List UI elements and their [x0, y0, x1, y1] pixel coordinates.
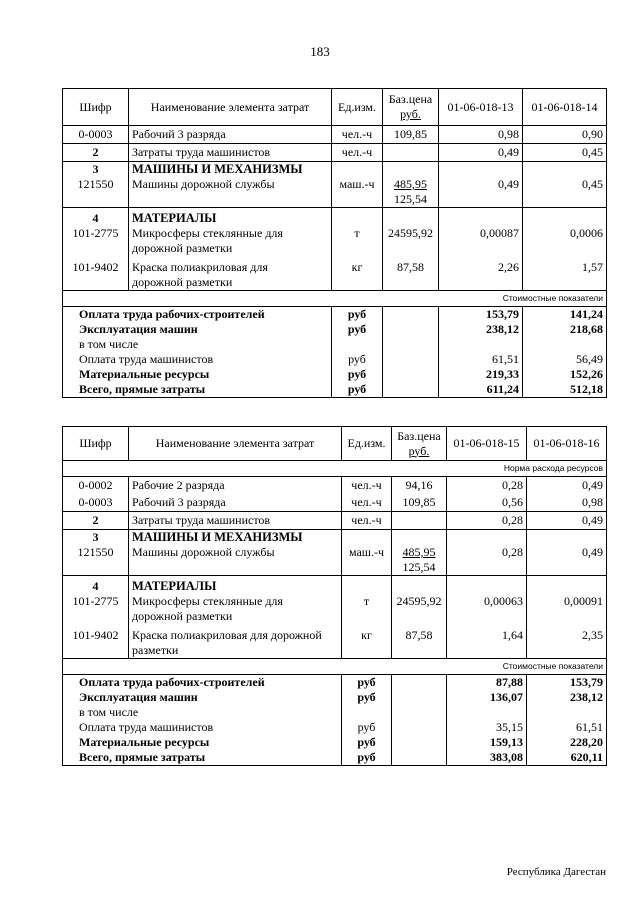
- summary-value-1: 153,79: [439, 307, 523, 323]
- table-header: [63, 89, 607, 126]
- summary-label: Эксплуатация машин: [63, 690, 342, 705]
- row-code: 101-9402: [63, 624, 129, 659]
- row-name-line1: Краска полиакриловая для: [132, 260, 268, 274]
- table-row: [63, 126, 607, 144]
- summary-value-1: 136,07: [447, 690, 527, 705]
- row-value-2: 0,0006: [523, 226, 607, 256]
- summary-value-1: 35,15: [447, 720, 527, 735]
- row-value-1: 0,00063: [447, 594, 527, 624]
- table-row: [63, 256, 607, 291]
- row-price: 94,16: [392, 477, 447, 495]
- header-price-line2: руб.: [408, 443, 430, 458]
- row-unit: т: [342, 594, 392, 624]
- indicators-label: Стоимостные показатели: [63, 291, 607, 307]
- summary-label: Оплата труда рабочих-строителей: [63, 675, 342, 691]
- row-value-2: 0,00091: [527, 594, 607, 624]
- header-col1: 01-06-018-15: [447, 427, 527, 461]
- row-name: [129, 594, 342, 624]
- price-top: 485,95: [394, 177, 427, 191]
- row-code: 0-0003: [63, 494, 129, 512]
- row-code: 2: [63, 144, 129, 162]
- row-price: [392, 545, 447, 576]
- row-name-line2: разметки: [132, 643, 179, 657]
- table-row: [63, 594, 607, 624]
- row-name-line2: дорожной разметки: [132, 609, 233, 623]
- summary-label: Эксплуатация машин: [63, 322, 332, 337]
- table-row: [63, 208, 607, 227]
- row-value-1: 0,49: [439, 177, 523, 208]
- summary-label: в том числе: [63, 705, 342, 720]
- summary-unit: руб: [332, 382, 383, 398]
- summary-value-2: 141,24: [523, 307, 607, 323]
- summary-value-1: 219,33: [439, 367, 523, 382]
- summary-unit: руб: [332, 367, 383, 382]
- header-col2: 01-06-018-14: [523, 89, 607, 126]
- summary-value-1: 159,13: [447, 735, 527, 750]
- summary-value-2: 512,18: [523, 382, 607, 398]
- row-value-1: 0,49: [439, 144, 523, 162]
- row-name: Затраты труда машинистов: [129, 144, 332, 162]
- summary-value-2: 218,68: [523, 322, 607, 337]
- summary-unit: руб: [342, 750, 392, 766]
- row-value-2: 0,49: [527, 545, 607, 576]
- page-number: 183: [310, 44, 330, 59]
- table-row: [63, 530, 607, 546]
- section-code: 3: [63, 530, 129, 546]
- summary-label: в том числе: [63, 337, 332, 352]
- summary-unit: руб: [332, 322, 383, 337]
- row-price: [383, 177, 439, 208]
- row-value-1: 0,00087: [439, 226, 523, 256]
- row-name-line1: Микросферы стеклянные для: [132, 594, 283, 608]
- section-title: МАТЕРИАЛЫ: [129, 208, 332, 227]
- summary-label: Оплата труда рабочих-строителей: [63, 307, 332, 323]
- row-value-1: 0,28: [447, 512, 527, 530]
- header-col2: 01-06-018-16: [527, 427, 607, 461]
- row-value-2: 0,45: [523, 177, 607, 208]
- price-top: 485,95: [402, 545, 436, 559]
- header-price-line1: Баз.цена: [388, 92, 433, 106]
- header-unit: Ед.изм.: [332, 89, 383, 126]
- row-unit: чел.-ч: [332, 144, 383, 162]
- summary-row: [63, 307, 607, 323]
- table-row: [63, 545, 607, 576]
- summary-label: Оплата труда машинистов: [63, 352, 332, 367]
- section-code: 4: [63, 208, 129, 227]
- row-code: 101-9402: [63, 256, 129, 291]
- summary-unit: руб: [342, 690, 392, 705]
- row-code: 121550: [63, 545, 129, 576]
- row-price: 109,85: [383, 126, 439, 144]
- row-price: 24595,92: [383, 226, 439, 256]
- row-unit: т: [332, 226, 383, 256]
- section-title: МАТЕРИАЛЫ: [129, 576, 342, 595]
- summary-value-2: 152,26: [523, 367, 607, 382]
- summary-value-2: 620,11: [527, 750, 607, 766]
- header-price-line2: руб.: [400, 107, 421, 121]
- summary-row: [63, 367, 607, 382]
- row-name-line1: Краска полиакриловая для дорожной: [132, 628, 322, 642]
- row-price: 24595,92: [392, 594, 447, 624]
- row-unit: кг: [342, 624, 392, 659]
- summary-row: [63, 352, 607, 367]
- row-code: 101-2775: [63, 594, 129, 624]
- table-row: [63, 226, 607, 256]
- summary-value-2: 61,51: [527, 720, 607, 735]
- summary-value-1: 611,24: [439, 382, 523, 398]
- summary-value-1: 383,08: [447, 750, 527, 766]
- indicators-label: Стоимостные показатели: [63, 659, 607, 675]
- summary-value-2: 153,79: [527, 675, 607, 691]
- row-code: 0-0002: [63, 477, 129, 495]
- row-value-2: 2,35: [527, 624, 607, 659]
- section-code: 3: [63, 162, 129, 178]
- row-name-line1: Микросферы стеклянные для: [132, 226, 283, 240]
- table-row: [63, 624, 607, 659]
- row-value-2: 0,45: [523, 144, 607, 162]
- row-name: [129, 256, 332, 291]
- summary-label: Оплата труда машинистов: [63, 720, 342, 735]
- row-value-1: 0,28: [447, 477, 527, 495]
- row-value-2: 0,49: [527, 512, 607, 530]
- row-unit: чел.-ч: [342, 477, 392, 495]
- header-code: Шифр: [63, 427, 129, 461]
- row-value-1: 0,28: [447, 545, 527, 576]
- row-code: 2: [63, 512, 129, 530]
- row-unit: маш.-ч: [332, 177, 383, 208]
- summary-value-1: 238,12: [439, 322, 523, 337]
- summary-value-2: 56,49: [523, 352, 607, 367]
- summary-row: [63, 337, 607, 352]
- row-unit: чел.-ч: [342, 512, 392, 530]
- indicators-row: [63, 291, 607, 307]
- price-bottom: 125,54: [402, 560, 436, 574]
- row-name: Рабочий 3 разряда: [129, 126, 332, 144]
- section-code: 4: [63, 576, 129, 595]
- row-price: [383, 144, 439, 162]
- table-row: [63, 576, 607, 595]
- summary-unit: руб: [342, 735, 392, 750]
- row-value-1: 0,56: [447, 494, 527, 512]
- row-name: [129, 624, 342, 659]
- summary-row: [63, 322, 607, 337]
- table-header: [63, 427, 607, 461]
- row-code: 121550: [63, 177, 129, 208]
- summary-label: Всего, прямые затраты: [63, 750, 342, 766]
- row-name: Рабочий 3 разряда: [129, 494, 342, 512]
- row-name-line2: дорожной разметки: [132, 275, 233, 289]
- row-price: 87,58: [392, 624, 447, 659]
- table-row: [63, 162, 607, 178]
- table-row: [63, 512, 607, 530]
- summary-unit: руб: [332, 307, 383, 323]
- row-unit: маш.-ч: [342, 545, 392, 576]
- summary-row: [63, 735, 607, 750]
- section-title: МАШИНЫ И МЕХАНИЗМЫ: [129, 530, 342, 546]
- summary-label: Материальные ресурсы: [63, 735, 342, 750]
- indicators-row: [63, 659, 607, 675]
- row-code: 0-0003: [63, 126, 129, 144]
- header-name: Наименование элемента затрат: [129, 89, 332, 126]
- cost-table-1: [62, 88, 607, 398]
- summary-unit: руб: [342, 720, 392, 735]
- row-value-1: 0,98: [439, 126, 523, 144]
- row-name: Машины дорожной службы: [129, 177, 332, 208]
- row-price: [392, 512, 447, 530]
- header-name: Наименование элемента затрат: [129, 427, 342, 461]
- header-unit: Ед.изм.: [342, 427, 392, 461]
- row-unit: чел.-ч: [342, 494, 392, 512]
- header-price: [392, 427, 447, 461]
- row-name: [129, 226, 332, 256]
- summary-row: [63, 690, 607, 705]
- header-col1: 01-06-018-13: [439, 89, 523, 126]
- row-code: 101-2775: [63, 226, 129, 256]
- cost-table-2: [62, 426, 607, 766]
- row-value-2: 0,98: [527, 494, 607, 512]
- row-unit: чел.-ч: [332, 126, 383, 144]
- row-value-2: 0,49: [527, 477, 607, 495]
- row-value-1: 2,26: [439, 256, 523, 291]
- section-title: МАШИНЫ И МЕХАНИЗМЫ: [129, 162, 332, 178]
- header-price-line1: Баз.цена: [397, 428, 441, 443]
- summary-value-1: 61,51: [439, 352, 523, 367]
- summary-row: [63, 675, 607, 691]
- header-price: [383, 89, 439, 126]
- table-row: [63, 177, 607, 208]
- summary-row: [63, 382, 607, 398]
- summary-label: Всего, прямые затраты: [63, 382, 332, 398]
- row-value-1: 1,64: [447, 624, 527, 659]
- table-row: [63, 477, 607, 495]
- table-row: [63, 494, 607, 512]
- row-name: Затраты труда машинистов: [129, 512, 342, 530]
- table-row: [63, 144, 607, 162]
- row-price: 87,58: [383, 256, 439, 291]
- row-name-line2: дорожной разметки: [132, 241, 233, 255]
- row-name: Рабочие 2 разряда: [129, 477, 342, 495]
- price-bottom: 125,54: [394, 192, 427, 206]
- norm-label: Норма расхода ресурсов: [63, 461, 607, 477]
- summary-unit: руб: [332, 352, 383, 367]
- summary-value-2: 238,12: [527, 690, 607, 705]
- row-price: 109,85: [392, 494, 447, 512]
- summary-unit: руб: [342, 675, 392, 691]
- norm-row: [63, 461, 607, 477]
- summary-row: [63, 705, 607, 720]
- summary-row: [63, 720, 607, 735]
- summary-value-2: 228,20: [527, 735, 607, 750]
- row-name: Машины дорожной службы: [129, 545, 342, 576]
- row-unit: кг: [332, 256, 383, 291]
- row-value-2: 0,90: [523, 126, 607, 144]
- summary-row: [63, 750, 607, 766]
- row-value-2: 1,57: [523, 256, 607, 291]
- summary-label: Материальные ресурсы: [63, 367, 332, 382]
- summary-value-1: 87,88: [447, 675, 527, 691]
- header-code: Шифр: [63, 89, 129, 126]
- footer-region: Республика Дагестан: [506, 866, 606, 878]
